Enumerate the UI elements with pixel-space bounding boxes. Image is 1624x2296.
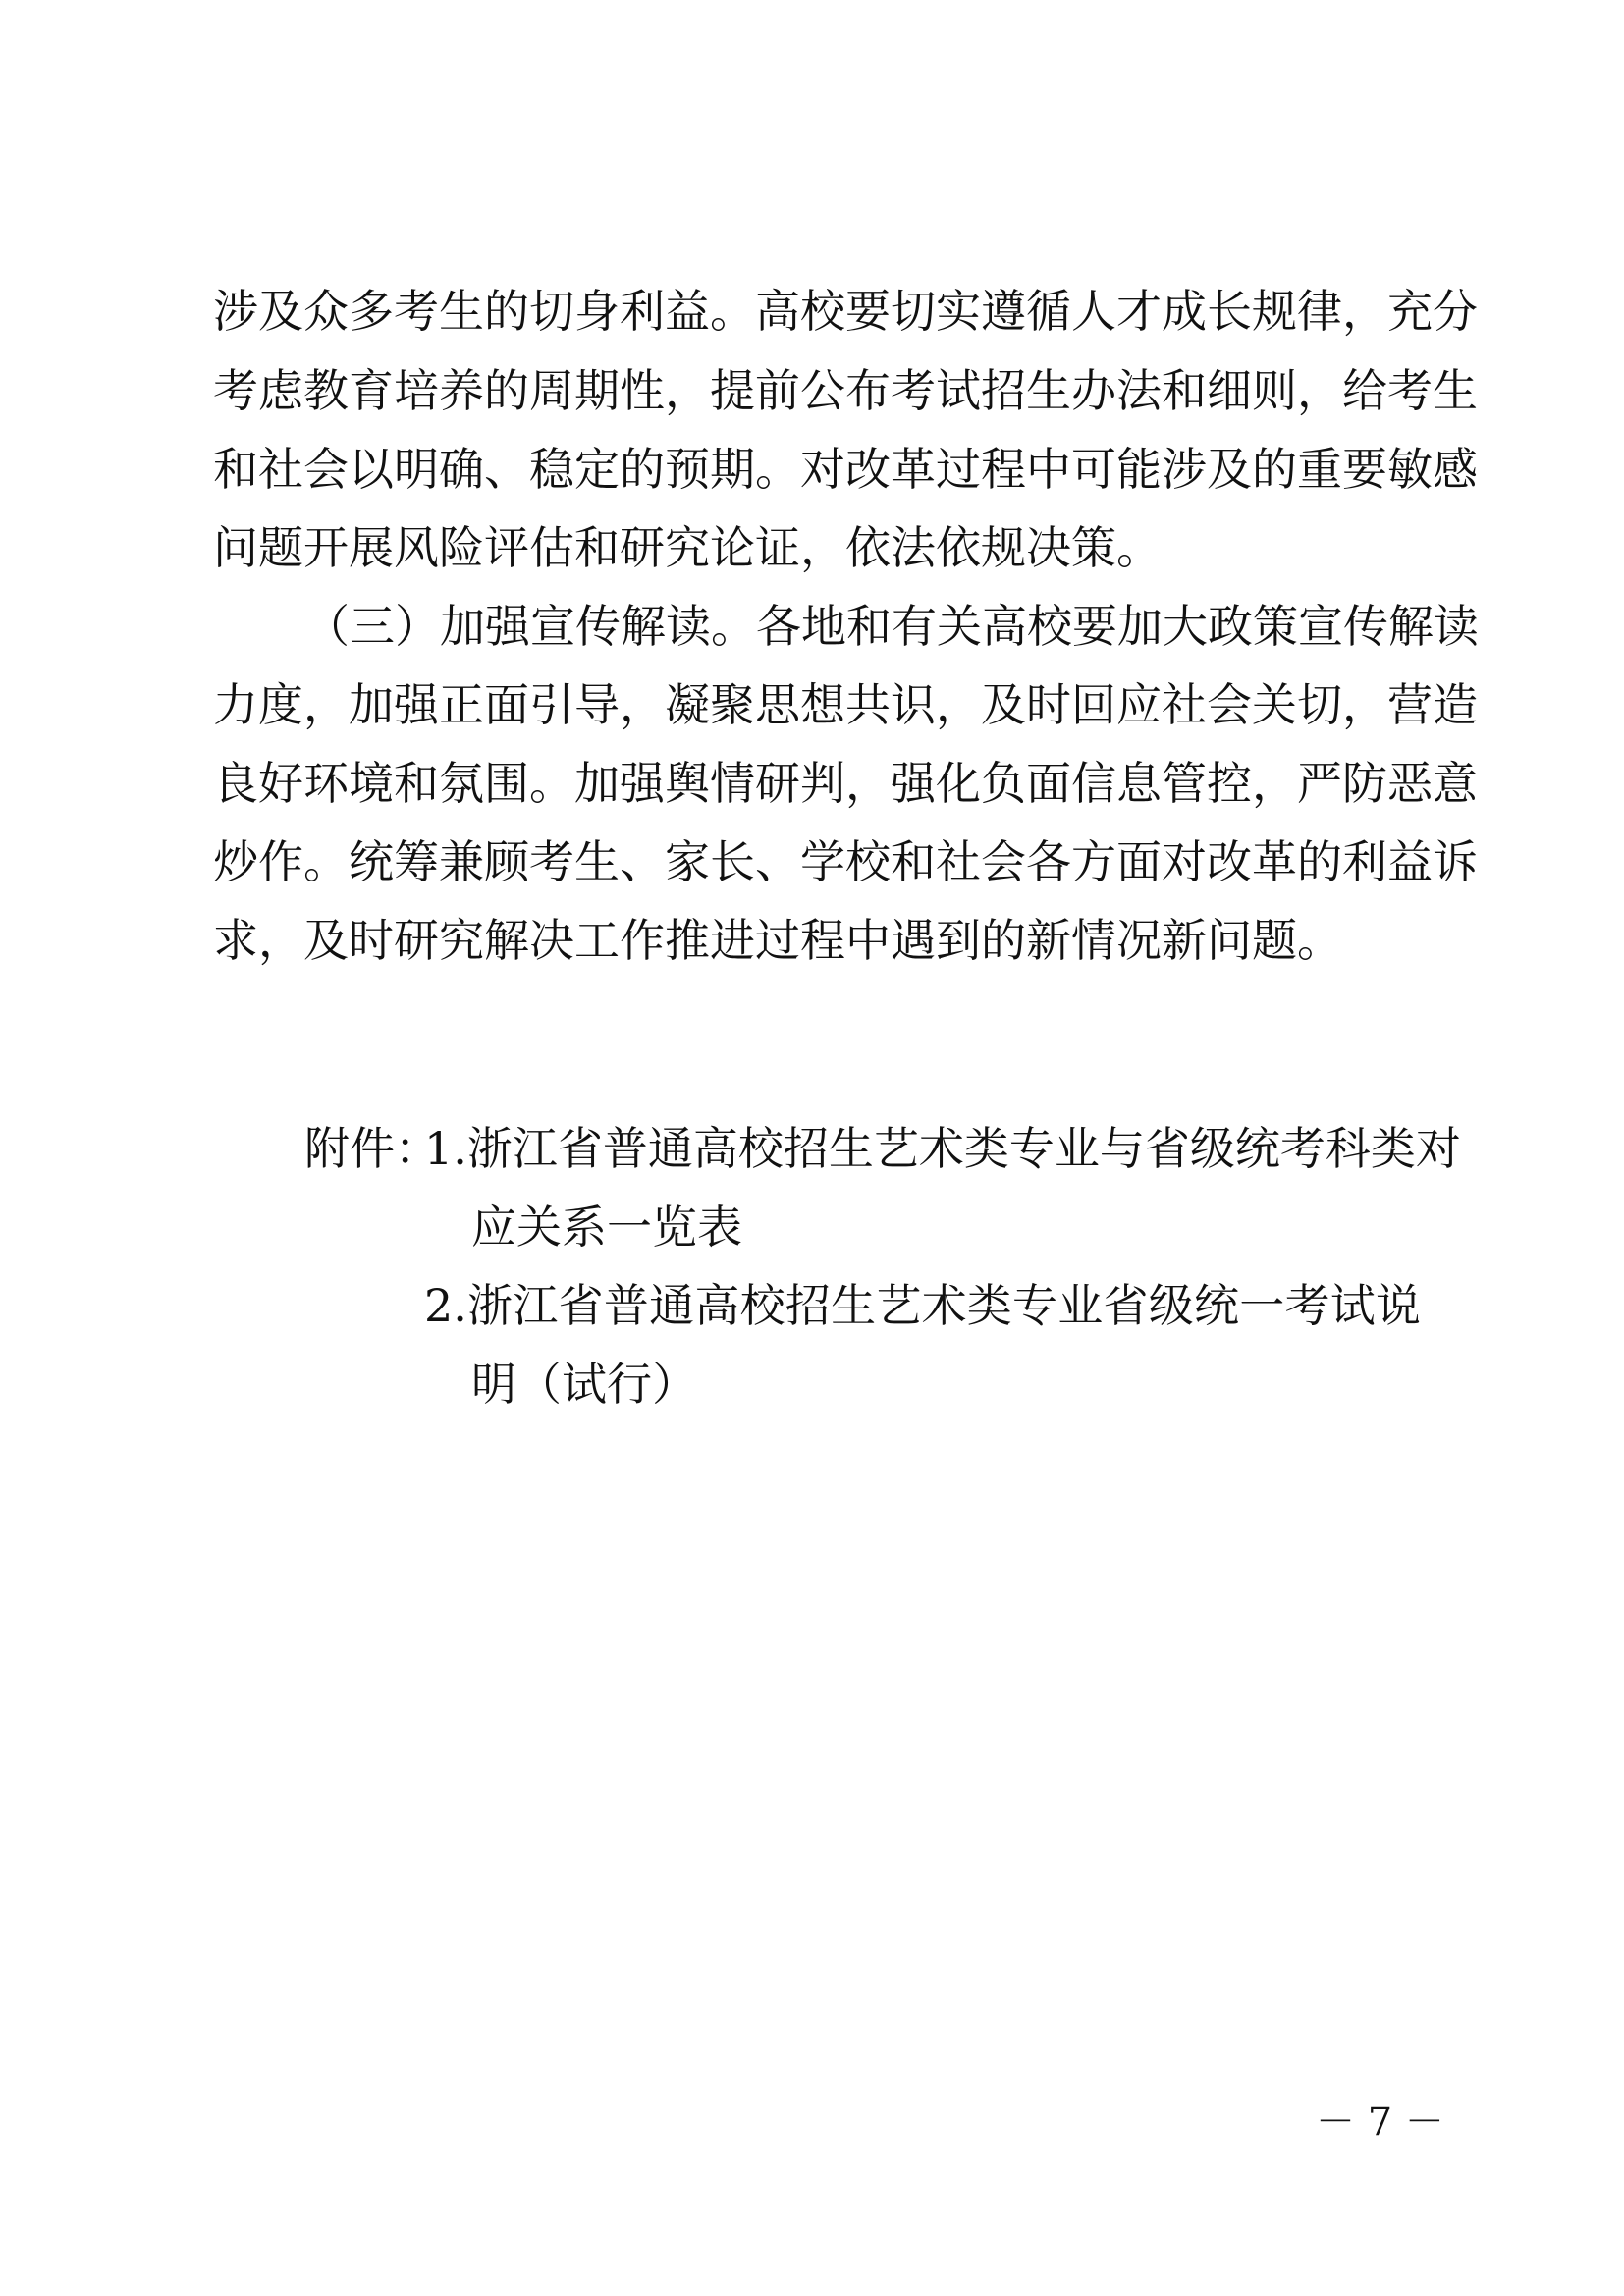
paragraph-1-line-4: 问题开展风险评估和研究论证，依法依规决策。 xyxy=(213,521,1162,574)
paragraph-1-line-2: 考虑教育培养的周期性，提前公布考试招生办法和细则，给考生 xyxy=(213,364,1478,417)
page-number: － 7 － xyxy=(1316,2100,1444,2145)
paragraph-2-line-3: 良好环境和氛围。加强舆情研判，强化负面信息管控，严防恶意 xyxy=(213,757,1478,810)
attachment-1-line-2: 应关系一览表 xyxy=(471,1201,742,1254)
paragraph-2-line-2: 力度，加强正面引导，凝聚思想共识，及时回应社会关切，营造 xyxy=(213,678,1478,731)
paragraph-2-line-4: 炒作。统筹兼顾考生、家长、学校和社会各方面对改革的利益诉 xyxy=(213,835,1478,888)
attachment-1-line-1: 1.浙江省普通高校招生艺术类专业与省级统考科类对 xyxy=(424,1122,1461,1175)
paragraph-1-line-3: 和社会以明确、稳定的预期。对改革过程中可能涉及的重要敏感 xyxy=(213,443,1478,496)
paragraph-2-line-5: 求，及时研究解决工作推进过程中遇到的新情况新问题。 xyxy=(213,914,1342,967)
attachment-2-line-1: 2.浙江省普通高校招生艺术类专业省级统一考试说 xyxy=(424,1279,1421,1332)
paragraph-1-line-1: 涉及众多考生的切身利益。高校要切实遵循人才成长规律，充分 xyxy=(213,285,1478,338)
attachment-2-line-2: 明（试行） xyxy=(471,1358,697,1411)
paragraph-2-line-1: （三）加强宣传解读。各地和有关高校要加大政策宣传解读 xyxy=(304,600,1479,653)
attachments-label: 附件： xyxy=(304,1122,440,1175)
